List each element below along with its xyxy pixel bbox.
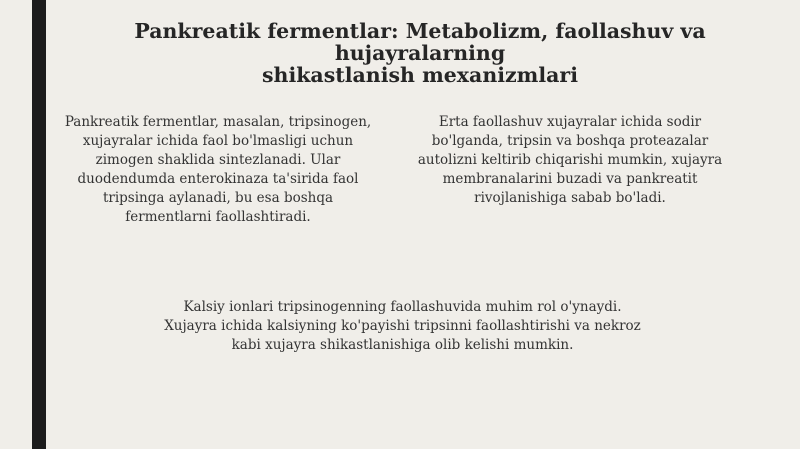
left-paragraph-line: fermentlarni faollashtiradi. [125, 209, 311, 225]
left-paragraph-line: Pankreatik fermentlar, masalan, tripsinogen, [64, 114, 372, 130]
bottom-paragraph [110, 298, 695, 355]
right-paragraph-line: autolizni keltirib chiqarishi mumkin, xujayra [417, 152, 723, 168]
slide-accent-bar [32, 0, 46, 449]
bottom-paragraph-line: kabi xujayra shikastlanishiga olib kelishi mumkin. [231, 337, 574, 353]
left-paragraph-line: tripsinga aylanadi, bu esa boshqa [102, 190, 334, 206]
slide-title [50, 20, 790, 86]
right-paragraph-line: membranalarini buzadi va pankreatit [442, 171, 698, 187]
slide-title-line-2: shikastlanish mexanizmlari [262, 63, 578, 87]
left-paragraph [52, 113, 384, 227]
left-paragraph-line: duodendumda enterokinaza ta'sirida faol [77, 171, 359, 187]
left-paragraph-line: zimogen shaklida sintezlanadi. Ular [95, 152, 341, 168]
right-paragraph-line: Erta faollashuv xujayralar ichida sodir [438, 114, 702, 130]
right-paragraph-line: rivojlanishiga sabab bo'ladi. [474, 190, 666, 206]
right-paragraph-line: bo'lganda, tripsin va boshqa proteazalar [431, 133, 709, 149]
bottom-paragraph-line: Kalsiy ionlari tripsinogenning faollashuvida muhim rol o'ynaydi. [183, 299, 622, 315]
right-paragraph [402, 113, 738, 208]
left-paragraph-line: xujayralar ichida faol bo'lmasligi uchun [82, 133, 354, 149]
slide-title-line-1: Pankreatik fermentlar: Metabolizm, faollashuv va hujayralarning [134, 19, 706, 65]
bottom-paragraph-line: Xujayra ichida kalsiyning ko'payishi tripsinni faollashtirishi va nekroz [164, 318, 641, 334]
